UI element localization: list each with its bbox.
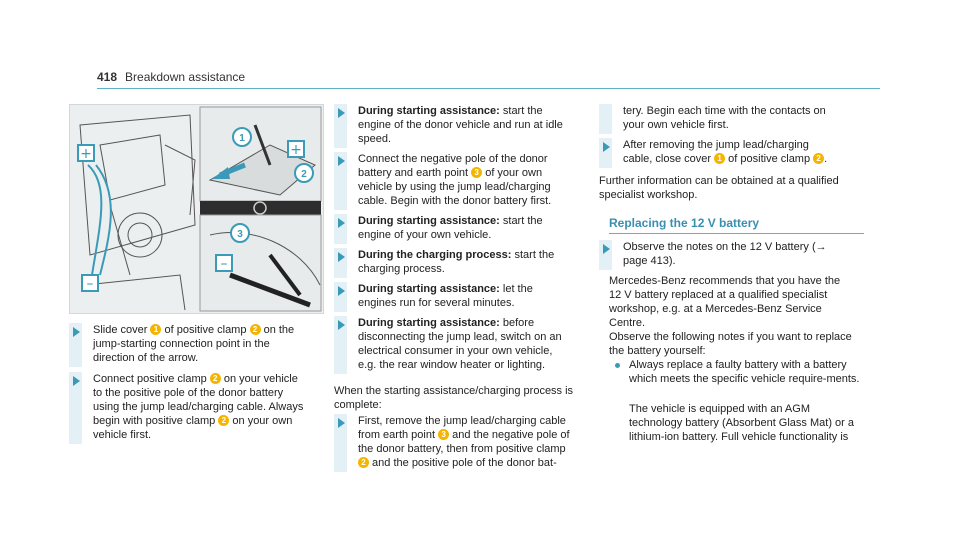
step-slide-cover: Slide cover 1 of positive clamp 2 on the jump-starting connection point in the direction of the arrow. bbox=[69, 323, 307, 367]
page-number: 418 bbox=[97, 70, 118, 84]
minus-callout-right-text: – bbox=[220, 256, 228, 272]
callout-3: 3 bbox=[438, 429, 449, 440]
step-arrow-icon bbox=[338, 108, 345, 118]
replace-notes-intro: Observe the following notes if you want to replace the battery yourself: bbox=[609, 331, 852, 357]
minus-callout-left-text: – bbox=[86, 276, 94, 292]
callout-2: 2 bbox=[210, 373, 221, 384]
step-arrow-icon bbox=[338, 418, 345, 428]
callout-2: 2 bbox=[358, 457, 369, 468]
callout-1-figure-text: 1 bbox=[239, 133, 245, 144]
step-arrow-icon bbox=[73, 376, 80, 386]
step-observe-notes: Observe the notes on the 12 V battery (→ page 413). bbox=[599, 240, 837, 270]
step-connect-negative: Connect the negative pole of the donor battery and earth point 3 of your own vehicle by using the jump lead/charging cable. Begin with the donor battery first. bbox=[334, 152, 572, 210]
callout-3-figure-text: 3 bbox=[237, 229, 243, 240]
jump-start-figure bbox=[69, 104, 324, 314]
step-continued: tery. Begin each time with the contacts on your own vehicle first. bbox=[599, 104, 837, 134]
section-rule bbox=[609, 233, 864, 234]
step-connect-positive: Connect positive clamp 2 on your vehicle to the positive pole of the donor battery using the jump lead/charging cable. Always begin with positive clamp 2 on your own vehicle first. bbox=[69, 372, 307, 444]
header-rule bbox=[97, 88, 880, 89]
further-info: Further information can be obtained at a qualified specialist workshop. bbox=[599, 175, 839, 201]
step-arrow-icon bbox=[338, 252, 345, 262]
recommendation: Mercedes-Benz recommends that you have the 12 V battery replaced at a qualified specialist workshop, e.g. at a Mercedes-Benz Service Centre. bbox=[609, 275, 841, 329]
step-arrow-icon bbox=[603, 142, 610, 152]
step-arrow-icon bbox=[338, 320, 345, 330]
callout-3: 3 bbox=[471, 167, 482, 178]
plus-callout-right-text: + bbox=[290, 142, 302, 158]
bullet-item: Always replace a faulty battery with a battery which meets the specific vehicle require-ments. bbox=[615, 358, 860, 386]
step-arrow-icon bbox=[338, 286, 345, 296]
engine-illustration bbox=[70, 105, 323, 313]
step-own-start: During starting assistance: start the engine of your own vehicle. bbox=[334, 214, 572, 244]
step-charging: During the charging process: start the charging process. bbox=[334, 248, 572, 278]
agm-note: The vehicle is equipped with an AGM technology battery (Absorbent Glass Mat) or a lithium-ion battery. Full vehicle functionality is bbox=[629, 403, 854, 443]
bullet-dot-icon bbox=[615, 363, 620, 368]
step-before-disconnect: During starting assistance: before disconnecting the jump lead, switch on an electrical consumer in your own vehicle, e.g. the rear window heater or lighting. bbox=[334, 316, 572, 374]
callout-2: 2 bbox=[218, 415, 229, 426]
step-remove-cable: First, remove the jump lead/charging cable from earth point 3 and the negative pole of the donor battery, then from positive clamp 2 and the positive pole of the donor bat- bbox=[334, 414, 572, 472]
section-title: Replacing the 12 V battery bbox=[609, 216, 760, 230]
callout-2: 2 bbox=[813, 153, 824, 164]
completion-note: When the starting assistance/charging process is complete: bbox=[334, 385, 574, 411]
step-donor-start: During starting assistance: start the engine of the donor vehicle and run at idle speed. bbox=[334, 104, 572, 148]
step-arrow-icon bbox=[73, 327, 80, 337]
callout-1: 1 bbox=[714, 153, 725, 164]
section-name: Breakdown assistance bbox=[125, 70, 246, 84]
page-header bbox=[97, 70, 245, 84]
callout-1: 1 bbox=[150, 324, 161, 335]
callout-2: 2 bbox=[250, 324, 261, 335]
plus-callout-left-text: + bbox=[80, 146, 92, 162]
step-arrow-icon bbox=[338, 218, 345, 228]
step-arrow-icon bbox=[603, 244, 610, 254]
step-close-cover: After removing the jump lead/charging cable, close cover 1 of positive clamp 2 . bbox=[599, 138, 837, 168]
callout-2-figure-text: 2 bbox=[301, 169, 307, 180]
step-arrow-icon bbox=[338, 156, 345, 166]
step-run-engines: During starting assistance: let the engines run for several minutes. bbox=[334, 282, 572, 312]
